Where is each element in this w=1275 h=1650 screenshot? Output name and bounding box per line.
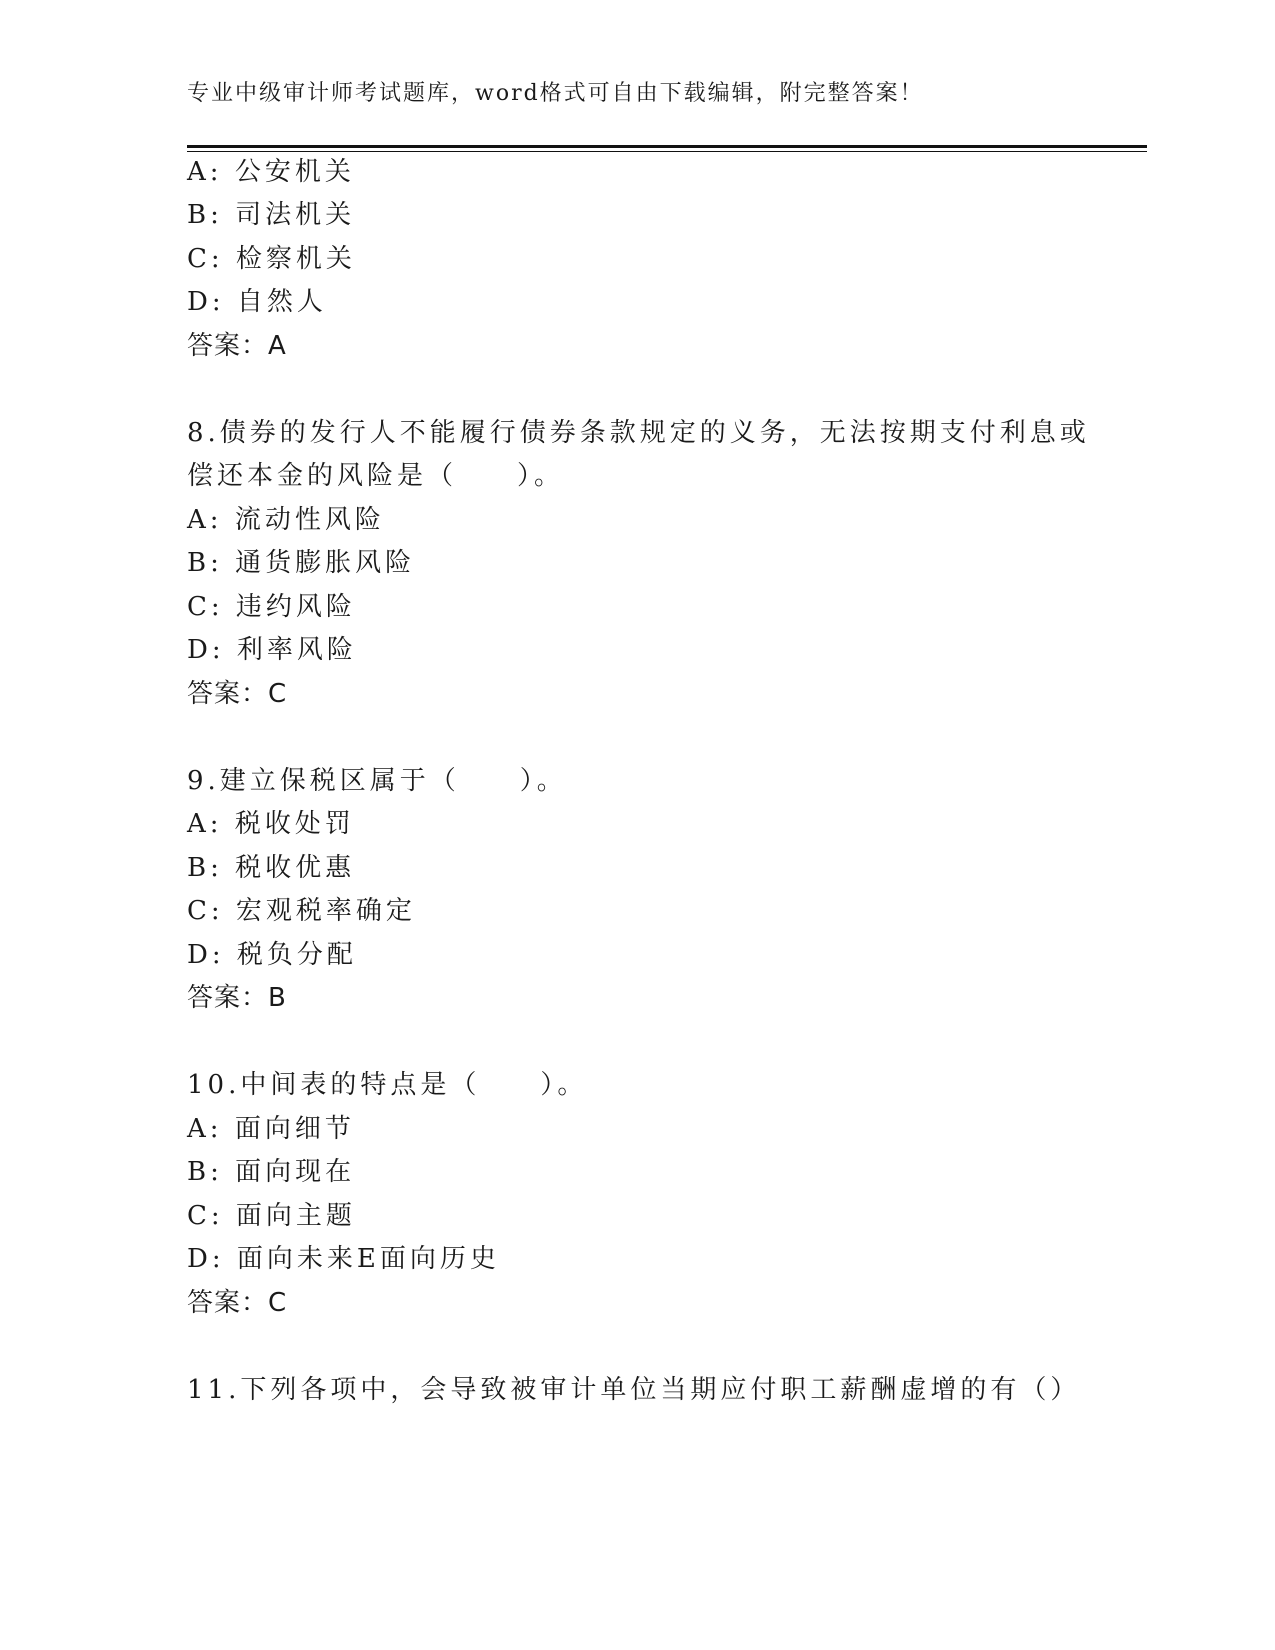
option-text: 宏观税率确定: [235, 896, 416, 926]
option-label: A:: [187, 505, 223, 535]
option-label: B:: [187, 1157, 223, 1187]
q8-option-b: [187, 547, 415, 579]
q10-option-a: [187, 1113, 355, 1145]
option-label: C:: [187, 592, 224, 622]
option-label: B:: [187, 853, 223, 883]
q10-answer: 答案：C: [187, 1288, 288, 1318]
option-text: 面向现在: [235, 1157, 356, 1187]
option-text: 司法机关: [235, 200, 356, 230]
option-text: 通货膨胀风险: [235, 548, 416, 578]
option-text: 检察机关: [235, 244, 356, 274]
header-rule-thin: [187, 151, 1147, 152]
q8-option-d: [187, 634, 357, 666]
q7-option-a: [187, 156, 355, 188]
header-rule-thick: [187, 145, 1147, 148]
option-text: 税收处罚: [234, 809, 355, 839]
option-label: C:: [187, 1201, 224, 1231]
q8-option-a: [187, 504, 385, 536]
option-text: 公安机关: [234, 157, 355, 187]
q9-answer: 答案：B: [187, 983, 287, 1013]
q9-option-d: [187, 939, 357, 971]
q10-option-c: [187, 1200, 356, 1232]
option-text: 流动性风险: [234, 505, 385, 535]
option-text: 自然人: [236, 287, 327, 317]
q9-option-c: [187, 895, 416, 927]
q9-stem: 9.建立保税区属于（ ）。: [187, 766, 567, 796]
option-label: C:: [187, 244, 224, 274]
option-text: 面向未来E面向历史: [236, 1244, 500, 1274]
q9-option-a: [187, 808, 355, 840]
option-label: D:: [187, 635, 225, 665]
q7-option-d: [187, 286, 327, 318]
option-label: A:: [187, 157, 223, 187]
option-label: C:: [187, 896, 224, 926]
option-label: A:: [187, 809, 223, 839]
option-label: B:: [187, 548, 223, 578]
page-header: 专业中级审计师考试题库，word格式可自由下载编辑，附完整答案！: [187, 81, 924, 106]
q10-option-b: [187, 1156, 355, 1188]
q7-answer: 答案：A: [187, 331, 287, 361]
option-text: 税负分配: [236, 940, 357, 970]
q8-answer: 答案：C: [187, 679, 288, 709]
option-text: 税收优惠: [235, 853, 356, 883]
option-label: A:: [187, 1114, 223, 1144]
option-label: D:: [187, 1244, 225, 1274]
q10-option-d: [187, 1243, 500, 1275]
option-text: 违约风险: [235, 592, 356, 622]
option-text: 面向细节: [234, 1114, 355, 1144]
q9-option-b: [187, 852, 355, 884]
q8-stem-line-1: 8.债券的发行人不能履行债券条款规定的义务，无法按期支付利息或: [187, 418, 1090, 448]
option-text: 面向主题: [235, 1201, 356, 1231]
q7-option-c: [187, 243, 356, 275]
q7-option-b: [187, 199, 355, 231]
option-text: 利率风险: [236, 635, 357, 665]
q11-stem: 11.下列各项中，会导致被审计单位当期应付职工薪酬虚增的有（）: [187, 1375, 1081, 1405]
q8-option-c: [187, 591, 356, 623]
q10-stem: 10.中间表的特点是（ ）。: [187, 1070, 588, 1100]
option-label: D:: [187, 940, 225, 970]
option-label: B:: [187, 200, 223, 230]
q8-stem-line-2: 偿还本金的风险是（ ）。: [187, 461, 565, 491]
option-label: D:: [187, 287, 225, 317]
